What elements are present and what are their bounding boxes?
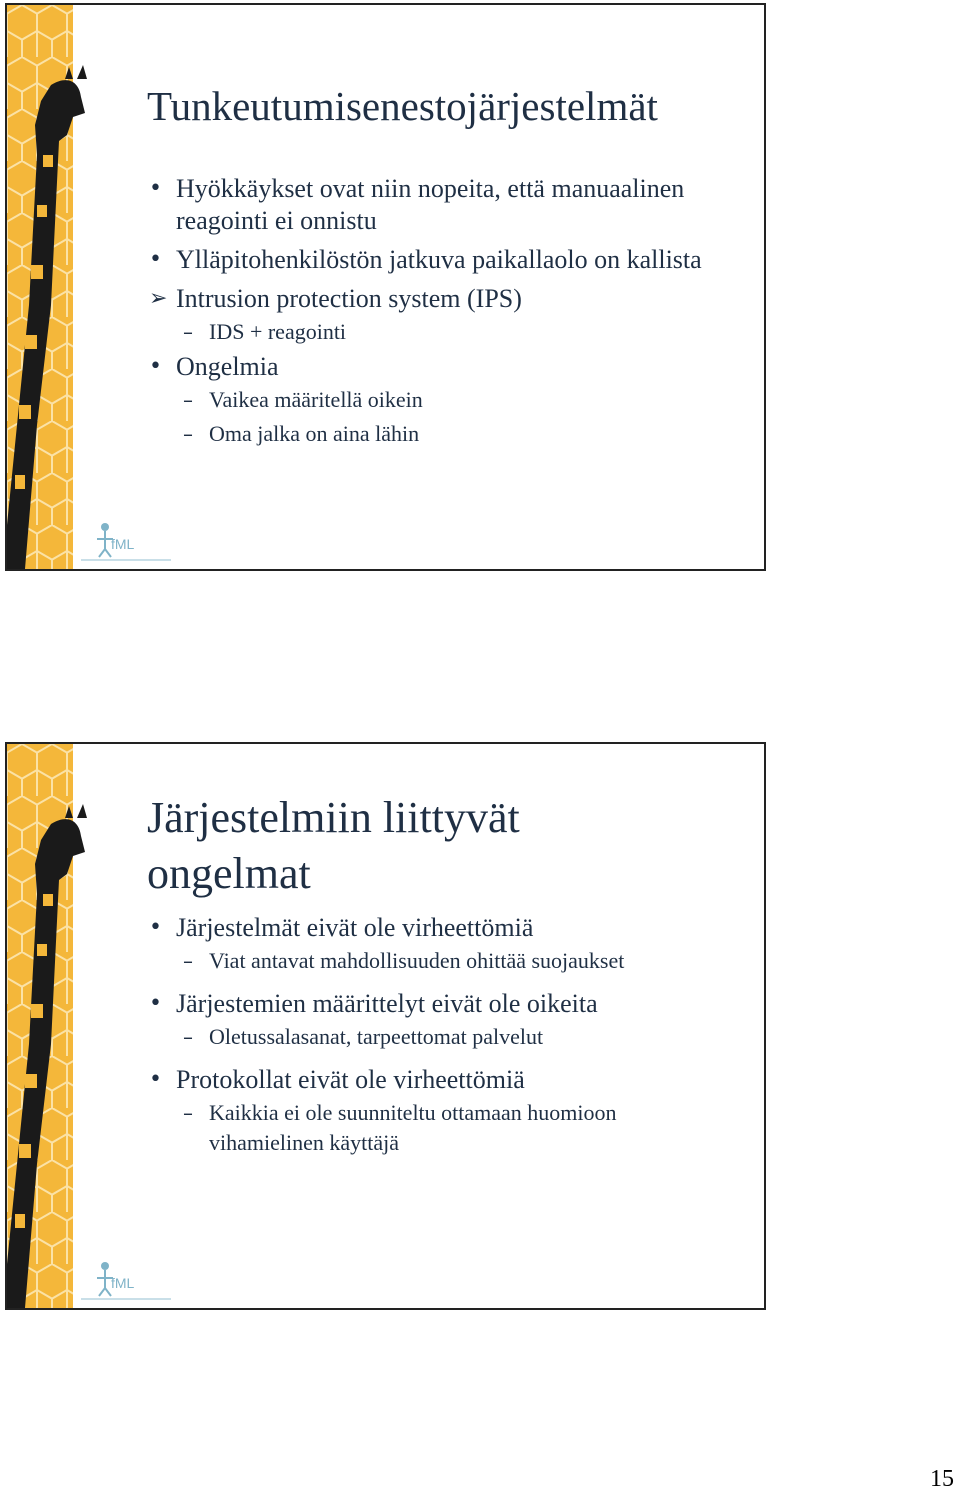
fml-logo — [75, 1258, 175, 1304]
list-item: – IDS + reagointi — [147, 317, 747, 347]
svg-text:fML: fML — [111, 536, 135, 552]
bullet-icon: • — [149, 915, 162, 940]
list-item: – Kaikkia ei ole suunniteltu ottamaan huomioon vihamielinen käyttäjä — [183, 1100, 617, 1155]
dash-icon: – — [183, 1025, 193, 1049]
bullet-icon: • — [149, 354, 162, 379]
bullet-list — [147, 912, 747, 1162]
dash-icon: – — [183, 388, 193, 412]
dash-icon: – — [183, 1101, 193, 1125]
fml-logo — [75, 519, 175, 565]
bullet-list — [147, 173, 747, 453]
bullet-icon: • — [149, 1067, 162, 1092]
giraffe-icon — [7, 5, 97, 569]
list-item: – Oma jalka on aina lähin — [147, 419, 747, 449]
slide-1 — [5, 3, 766, 571]
giraffe-icon — [7, 744, 97, 1308]
slide-title: Järjestelmiin liittyvät ongelmat — [147, 793, 520, 898]
list-item: • Järjestemien määrittelyt eivät ole oikeita — [149, 989, 598, 1018]
dash-icon: – — [183, 320, 193, 344]
list-item: • Ongelmia — [149, 352, 279, 381]
dash-icon: – — [183, 949, 193, 973]
page-number: 15 — [930, 1466, 954, 1492]
bullet-icon: • — [149, 991, 162, 1016]
list-item: – Vaikea määritellä oikein — [147, 385, 747, 415]
list-item: – Oletussalasanat, tarpeettomat palvelut — [147, 1022, 747, 1052]
arrow-bullet-icon: ➢ — [149, 286, 168, 311]
svg-text:fML: fML — [111, 1275, 135, 1291]
list-item: – Viat antavat mahdollisuuden ohittää suojaukset — [147, 946, 747, 976]
slide-2 — [5, 742, 766, 1310]
list-item: • Hyökkäykset ovat niin nopeita, että manuaalinen reagointi ei onnistu — [149, 174, 685, 235]
list-item: ➢ Intrusion protection system (IPS) — [149, 284, 522, 313]
list-item: • Ylläpitohenkilöstön jatkuva paikallaolo on kallista — [149, 245, 702, 274]
dash-icon: – — [183, 422, 193, 446]
bullet-icon: • — [149, 247, 162, 272]
list-item: • Protokollat eivät ole virheettömiä — [149, 1065, 525, 1094]
list-item: • Järjestelmät eivät ole virheettömiä — [149, 913, 534, 942]
bullet-icon: • — [149, 176, 162, 201]
slide-title: Tunkeutumisenestojärjestelmät — [147, 83, 658, 129]
